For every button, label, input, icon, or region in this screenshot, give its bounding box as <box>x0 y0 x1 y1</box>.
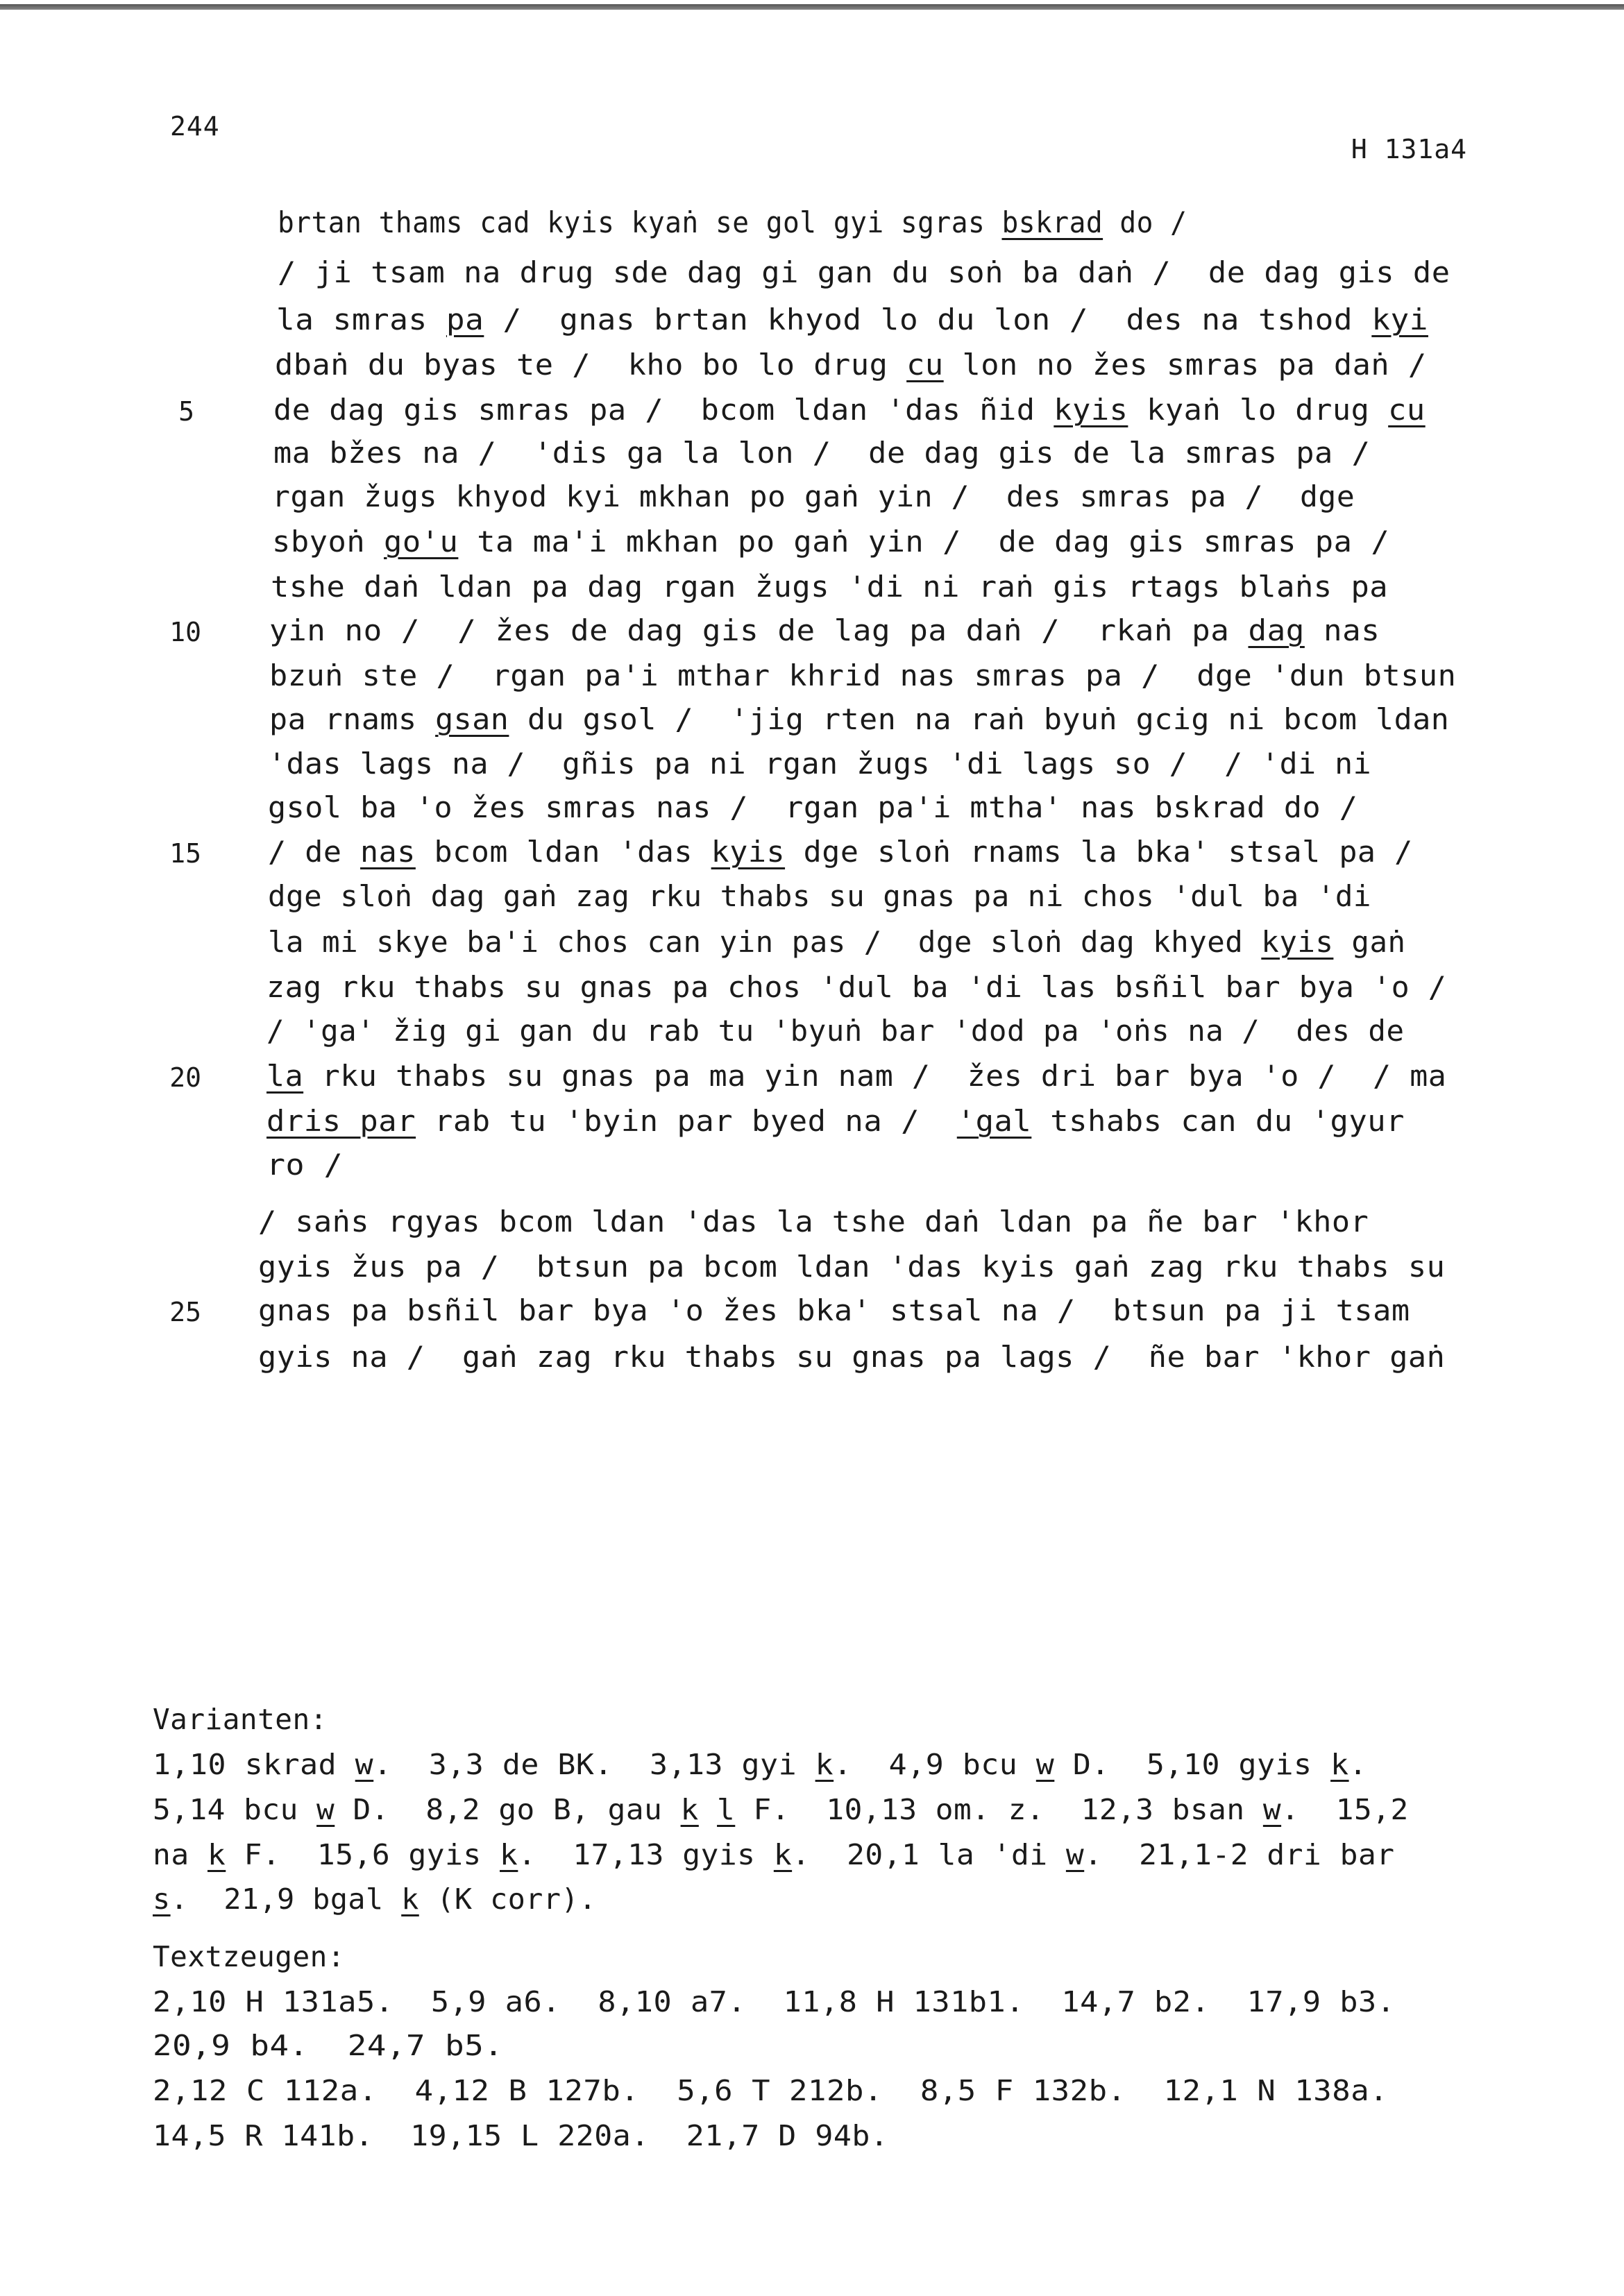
line-number: 5 <box>178 396 194 427</box>
text-line: / de nas bcom ldan 'das kyis dge sloṅ rnams la bka' stsal pa / <box>268 835 1413 869</box>
variant-line: s. 21,9 bgal k (K corr). <box>153 1882 597 1916</box>
text-line: pa rnams gsan du gsol / 'jig rten na raṅ byuṅ gcig ni bcom ldan <box>269 702 1450 736</box>
witness-line: 2,12 C 112a. 4,12 B 127b. 5,6 T 212b. 8,5 F 132b. 12,1 N 138a. <box>153 2074 1389 2107</box>
text-line: / 'ga' žig gi gan du rab tu 'byuṅ bar 'dod pa 'oṅs na / des de <box>267 1014 1405 1048</box>
text-line: rgan žugs khyod kyi mkhan po gaṅ yin / des smras pa / dge <box>272 479 1355 513</box>
text-line: yin no / / žes de dag gis de lag pa daṅ / rkaṅ pa dag nas <box>269 613 1380 647</box>
text-line: dbaṅ du byas te / kho bo lo drug cu lon no žes smras pa daṅ / <box>275 348 1427 382</box>
text-line: tshe daṅ ldan pa dag rgan žugs 'di ni raṅ gis rtags blaṅs pa <box>271 570 1389 604</box>
text-line: dris par rab tu 'byin par byed na / 'gal tshabs can du 'gyur <box>267 1104 1405 1138</box>
variant-line: na k F. 15,6 gyis k. 17,13 gyis k. 20,1 la 'di w. 21,1-2 dri bar <box>153 1838 1395 1871</box>
text-line: ro / <box>267 1148 344 1182</box>
textzeugen-heading: Textzeugen: <box>153 1940 346 1973</box>
page-number: 244 <box>170 111 220 142</box>
line-number: 25 <box>169 1297 201 1327</box>
text-line: sbyoṅ go'u ta ma'i mkhan po gaṅ yin / de dag gis smras pa / <box>272 525 1390 559</box>
text-line: gnas pa bsñil bar bya 'o žes bka' stsal na / btsun pa ji tsam <box>258 1293 1410 1327</box>
varianten-heading: Varianten: <box>153 1703 328 1736</box>
variant-line: 5,14 bcu w D. 8,2 go B, gau k l F. 10,13 om. z. 12,3 bsan w. 15,2 <box>153 1793 1409 1826</box>
text-line: la mi skye ba'i chos can yin pas / dge sloṅ dag khyed kyis gaṅ <box>268 925 1406 959</box>
witness-line: 2,10 H 131a5. 5,9 a6. 8,10 a7. 11,8 H 131b1. 14,7 b2. 17,9 b3. <box>153 1985 1396 2018</box>
line-number: 20 <box>169 1062 201 1093</box>
witness-line: 14,5 R 141b. 19,15 L 220a. 21,7 D 94b. <box>153 2119 889 2152</box>
text-line: / saṅs rgyas bcom ldan 'das la tshe daṅ ldan pa ñe bar 'khor <box>258 1205 1369 1239</box>
text-line: bzuṅ ste / rgan pa'i mthar khrid nas smras pa / dge 'dun btsun <box>269 658 1457 692</box>
witness-line: 20,9 b4. 24,7 b5. <box>153 2029 504 2062</box>
text-line: de dag gis smras pa / bcom ldan 'das ñid kyis kyaṅ lo drug cu <box>273 393 1426 427</box>
text-line: la rku thabs su gnas pa ma yin nam / žes dri bar bya 'o / / ma <box>267 1059 1447 1093</box>
text-line: gyis žus pa / btsun pa bcom ldan 'das kyis gaṅ zag rku thabs su <box>258 1250 1446 1284</box>
text-line: ma bžes na / 'dis ga la lon / de dag gis de la smras pa / <box>273 436 1371 470</box>
text-line: zag rku thabs su gnas pa chos 'dul ba 'di las bsñil bar bya 'o / <box>267 970 1447 1004</box>
line-number: 15 <box>169 838 201 869</box>
text-line: dge sloṅ dag gaṅ zag rku thabs su gnas pa ni chos 'dul ba 'di <box>268 879 1371 913</box>
variant-line: 1,10 skrad w. 3,3 de BK. 3,13 gyi k. 4,9 bcu w D. 5,10 gyis k. <box>153 1748 1368 1781</box>
text-line: gsol ba 'o žes smras nas / rgan pa'i mtha' nas bskrad do / <box>268 790 1358 824</box>
text-line: / ji tsam na drug sde dag gi gan du soṅ ba daṅ / de dag gis de <box>278 255 1450 289</box>
line-number: 10 <box>169 617 201 647</box>
text-line: 'das lags na / gñis pa ni rgan žugs 'di lags so / / 'di ni <box>268 747 1372 781</box>
text-line: la smras pa / gnas brtan khyod lo du lon / des na tshod kyi <box>276 303 1428 337</box>
text-line: gyis na / gaṅ zag rku thabs su gnas pa lags / ñe bar 'khor gaṅ <box>258 1340 1446 1374</box>
folio-reference: H 131a4 <box>1351 134 1467 164</box>
top-scan-edge <box>0 4 1624 10</box>
text-line: brtan thams cad kyis kyaṅ se gol gyi sgras bskrad do / <box>278 205 1187 239</box>
